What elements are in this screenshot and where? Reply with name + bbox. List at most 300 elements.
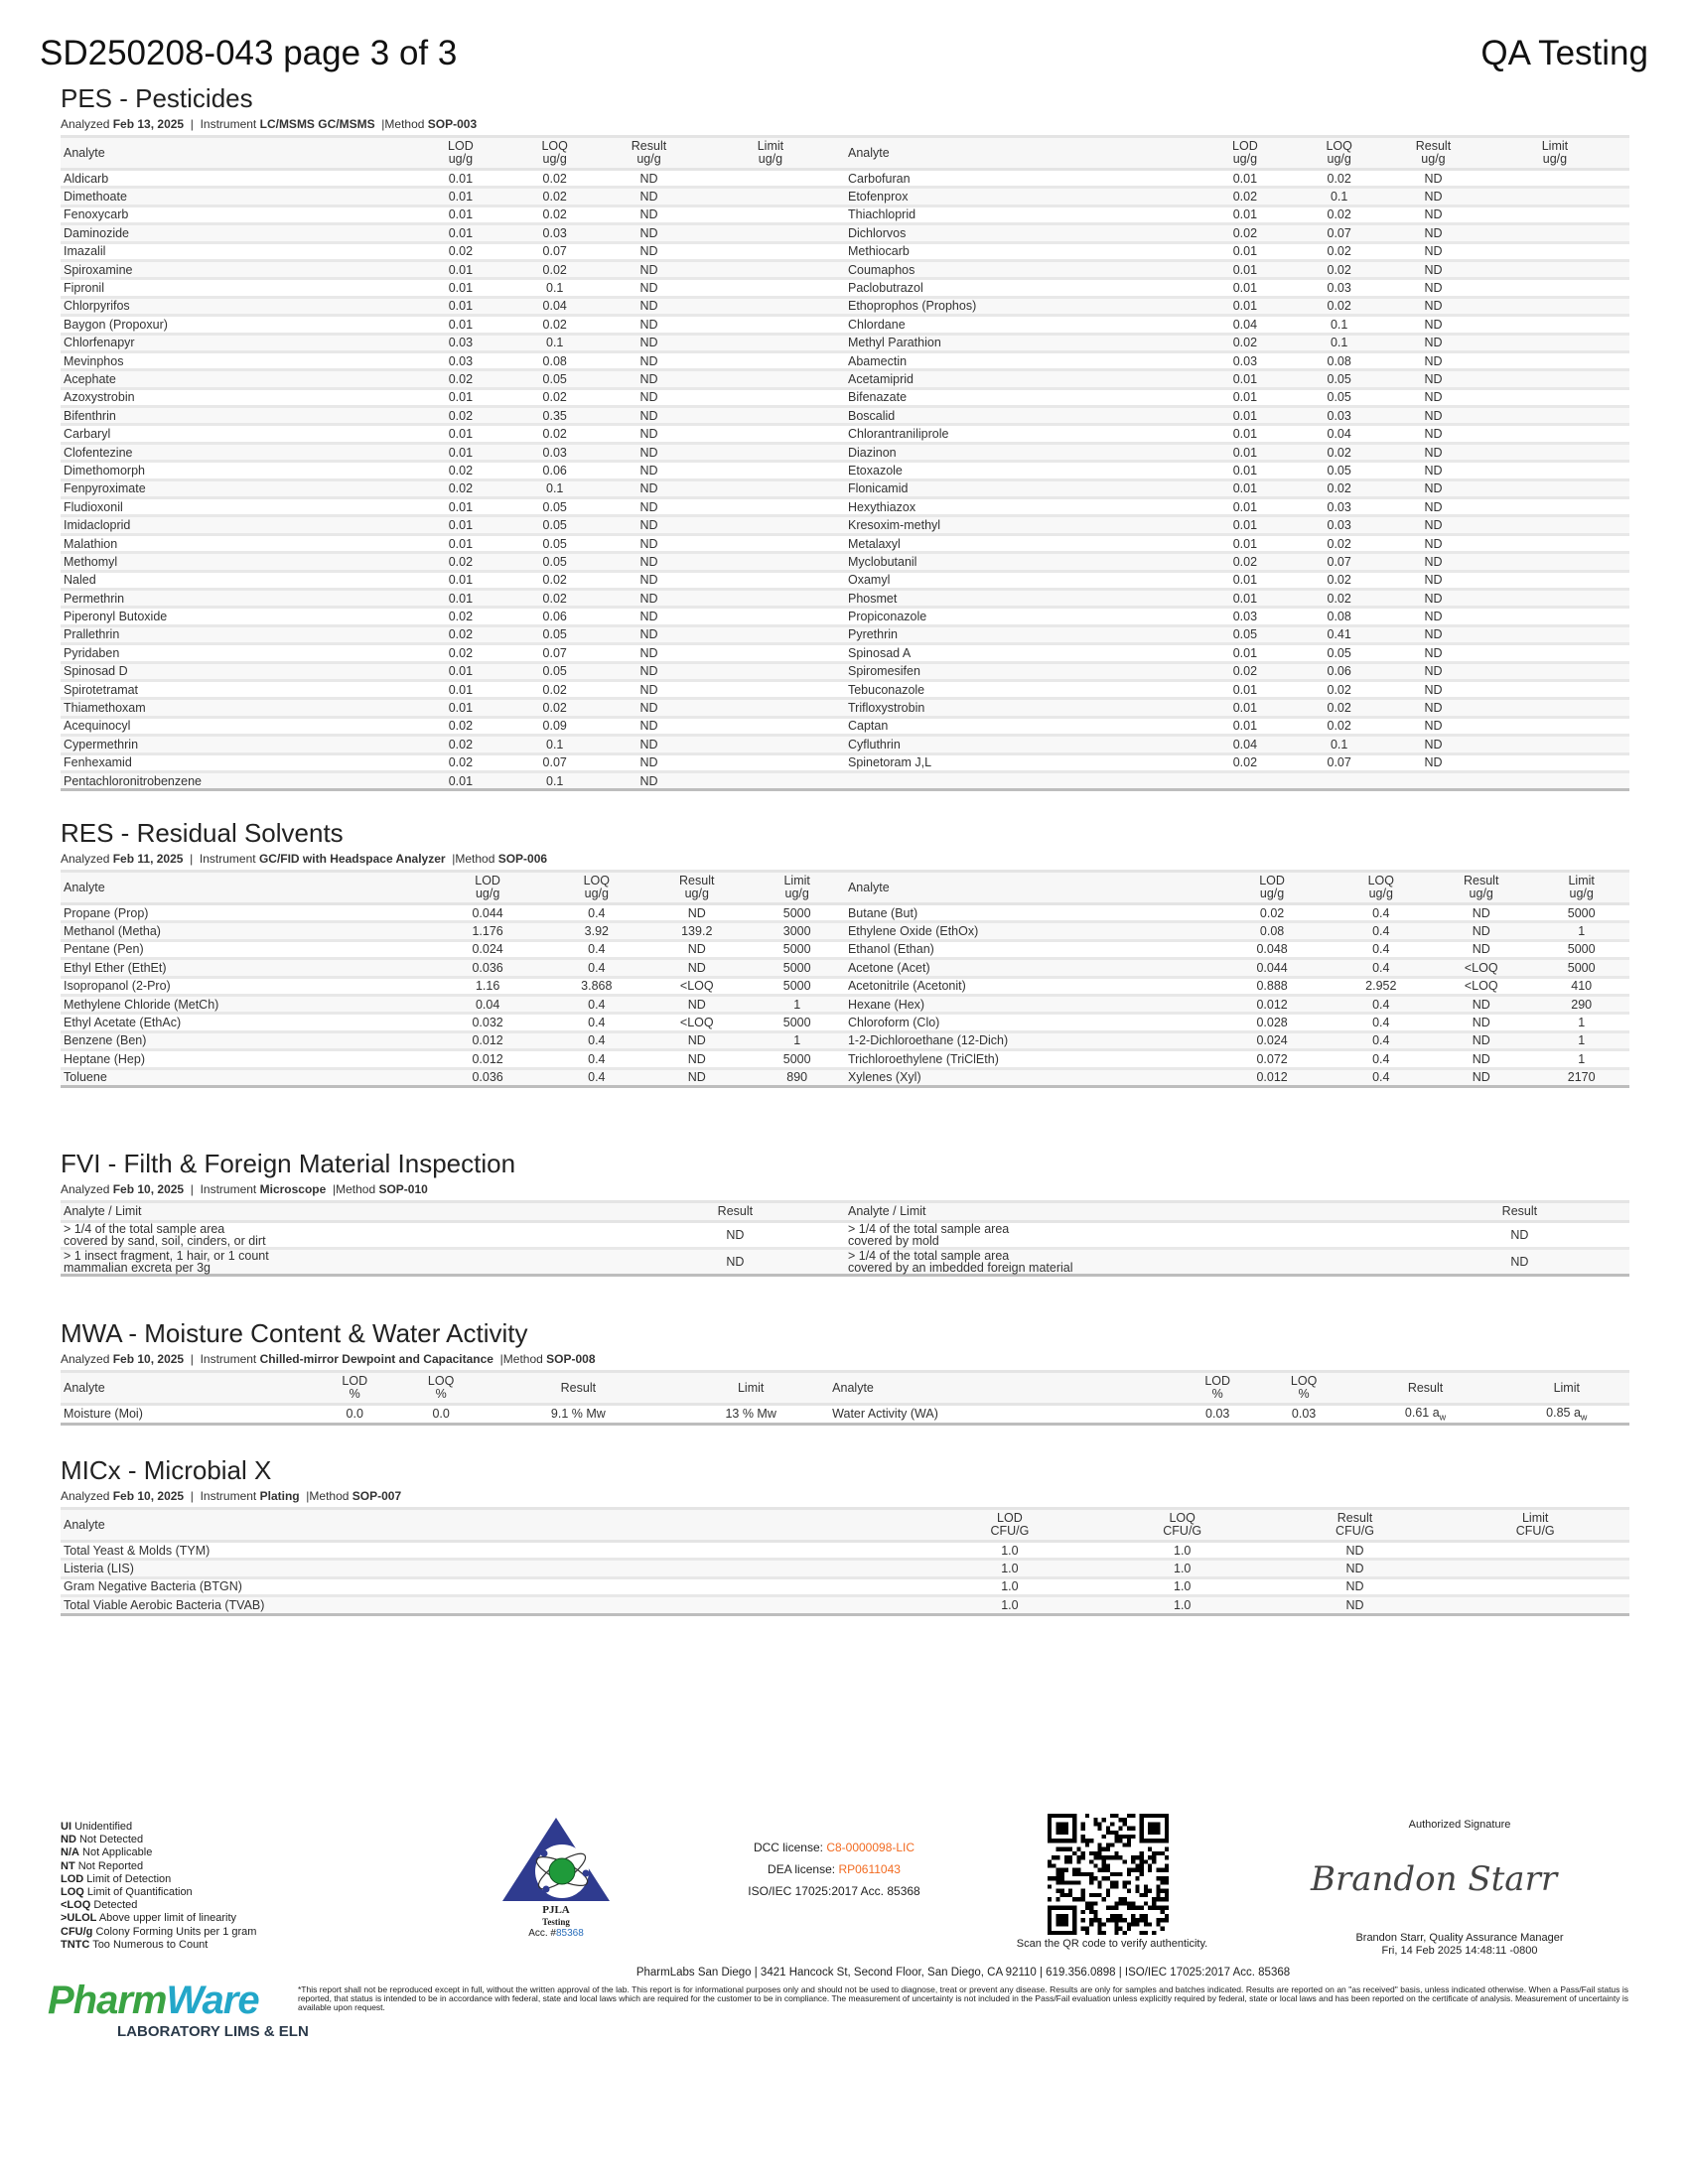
- lod-value: 0.02: [414, 717, 508, 735]
- lod-value: 0.012: [1211, 995, 1334, 1013]
- loq-value: 0.05: [1292, 370, 1386, 388]
- analyte-name: Spirotetramat: [61, 680, 414, 698]
- result-value: ND: [644, 1050, 749, 1068]
- limit-value: [696, 680, 845, 698]
- loq-value: 0.4: [1334, 959, 1430, 977]
- loq-value: 0.02: [1292, 680, 1386, 698]
- section-title: MICx - Microbial X: [61, 1455, 272, 1485]
- limit-value: [1480, 462, 1629, 479]
- result-value: ND: [1386, 753, 1480, 771]
- limit-value: 0.85 $a_w$: [1504, 1405, 1629, 1425]
- analyte-name: Flonicamid: [845, 479, 1198, 497]
- analyte-name: Daminozide: [61, 224, 414, 242]
- limit-value: [696, 753, 845, 771]
- loq-value: 0.4: [549, 904, 645, 922]
- result-value: ND: [1386, 625, 1480, 643]
- loq-value: [1292, 771, 1386, 789]
- analyzed-date: Feb 13, 2025: [112, 117, 185, 131]
- loq-value: 0.4: [1334, 940, 1430, 958]
- result-value: ND: [1386, 443, 1480, 461]
- lod-value: 0.01: [1197, 516, 1292, 534]
- result-value: ND: [1429, 1014, 1533, 1031]
- loq-value: 0.07: [1292, 224, 1386, 242]
- result-value: ND: [602, 260, 696, 278]
- pesticides-table: [61, 135, 1629, 791]
- loq-value: 0.07: [507, 242, 602, 260]
- result-value: ND: [1269, 1596, 1442, 1614]
- pharmware-wordmark: PharmWare: [48, 1979, 259, 2022]
- col-lod: LOD ug/g: [1197, 137, 1292, 170]
- limit-value: 5000: [1533, 904, 1629, 922]
- loq-value: 0.02: [507, 188, 602, 205]
- method-label: Method: [309, 1489, 350, 1503]
- lod-value: 0.01: [1197, 699, 1292, 717]
- lod-value: 0.01: [1197, 407, 1292, 425]
- lod-value: 0.04: [427, 995, 549, 1013]
- analyzed-label: Analyzed: [61, 1182, 110, 1196]
- table-row: [61, 462, 1629, 479]
- col-analyte: Analyte: [61, 137, 414, 170]
- limit-value: [1480, 370, 1629, 388]
- legend-item: CFU/g Colony Forming Units per 1 gram: [61, 1925, 257, 1938]
- loq-value: 0.4: [549, 940, 645, 958]
- table-row: [61, 388, 1629, 406]
- lod-value: 0.072: [1211, 1050, 1334, 1068]
- analyte-name: Thiamethoxam: [61, 699, 414, 717]
- analyte-name: Hexythiazox: [845, 498, 1198, 516]
- analyzed-date: Feb 10, 2025: [112, 1352, 185, 1366]
- lod-value: 0.02: [414, 479, 508, 497]
- result-value: ND: [602, 625, 696, 643]
- lod-value: 0.02: [414, 462, 508, 479]
- table-row: [61, 534, 1629, 552]
- limit-value: [696, 571, 845, 589]
- method-value: SOP-010: [378, 1182, 428, 1196]
- analyte-name: Chloroform (Clo): [845, 1014, 1211, 1031]
- limit-value: [1480, 351, 1629, 369]
- table-row: [61, 717, 1629, 735]
- lod-value: 0.036: [427, 959, 549, 977]
- loq-value: 0.02: [1292, 479, 1386, 497]
- result-value: ND: [1386, 316, 1480, 334]
- disclaimer: *This report shall not be reproduced except in full, without the written approval of the lab. This report is for informational purposes only and should not be used to diagnose, treat or prevent any disease. Results are only for samples and batches indicated. Results are reported on an "as received" basis, unless indicated otherwise. When a Pass/Fail status is reported, that status is intended to be in accordance with federal, state and local laws which are required for the customer to be in compliance. The measurement of uncertainty is not included in the Pass/Fail evaluation unless explicitly required by federal, state or local laws and has been reported on the certificate of analysis. Measurement of uncertainty is available upon request.: [298, 1984, 1628, 2012]
- lod-value: 0.01: [414, 498, 508, 516]
- lod-value: 0.01: [1197, 462, 1292, 479]
- limit-value: [696, 462, 845, 479]
- loq-value: 0.02: [1292, 571, 1386, 589]
- analyte-name: Heptane (Hep): [61, 1050, 427, 1068]
- result-value: ND: [1386, 297, 1480, 315]
- qr-code-icon[interactable]: [1048, 1814, 1169, 1935]
- lod-value: 0.888: [1211, 977, 1334, 995]
- analyte-name: Ethoprophos (Prophos): [845, 297, 1198, 315]
- lod-value: 0.01: [414, 388, 508, 406]
- col-result: Result ug/g: [602, 137, 696, 170]
- analyte-name: Etoxazole: [845, 462, 1198, 479]
- loq-value: 0.02: [507, 260, 602, 278]
- lod-value: 0.02: [1197, 553, 1292, 571]
- legend-item: ND Not Detected: [61, 1834, 144, 1846]
- lod-value: 0.03: [414, 334, 508, 351]
- instrument-label: Instrument: [200, 1182, 257, 1196]
- result-value: ND: [1386, 736, 1480, 753]
- analyte-name: Coumaphos: [845, 260, 1198, 278]
- loq-value: 0.07: [507, 753, 602, 771]
- report-type: QA Testing: [1480, 34, 1648, 72]
- analyte-name: Spinosad D: [61, 662, 414, 680]
- lod-value: 0.03: [1197, 608, 1292, 625]
- analyzed-date: Feb 10, 2025: [112, 1182, 185, 1196]
- lod-value: 0.05: [1197, 625, 1292, 643]
- limit-value: 5000: [749, 977, 845, 995]
- limit-value: [1480, 589, 1629, 607]
- limit-value: [696, 553, 845, 571]
- lod-value: 1.176: [427, 922, 549, 940]
- loq-value: 0.06: [507, 608, 602, 625]
- col-result: Result: [1410, 1202, 1629, 1222]
- result-value: ND: [1386, 407, 1480, 425]
- loq-value: 0.02: [1292, 242, 1386, 260]
- legend-item: >ULOL Above upper limit of linearity: [61, 1912, 237, 1925]
- limit-value: 290: [1533, 995, 1629, 1013]
- analyte-limit: > 1/4 of the total sample area covered by sand, soil, cinders, or dirt: [61, 1222, 626, 1249]
- table-row: [61, 553, 1629, 571]
- limit-value: 2170: [1533, 1068, 1629, 1086]
- limit-value: [1480, 699, 1629, 717]
- col-loq: LOQ ug/g: [1334, 872, 1430, 904]
- instrument-value: Chilled-mirror Dewpoint and Capacitance: [259, 1352, 493, 1366]
- analyte-name: Paclobutrazol: [845, 279, 1198, 297]
- table-row: [61, 1405, 1629, 1425]
- lod-value: 0.01: [414, 260, 508, 278]
- result-value: ND: [1386, 553, 1480, 571]
- col-result: Result CFU/G: [1269, 1509, 1442, 1542]
- limit-value: 1: [749, 995, 845, 1013]
- result-value: ND: [602, 662, 696, 680]
- analyte-name: Permethrin: [61, 589, 414, 607]
- analyte-name: Thiachloprid: [845, 205, 1198, 223]
- analyte-name: Ethanol (Ethan): [845, 940, 1211, 958]
- loq-value: 0.02: [507, 571, 602, 589]
- analyte-name: Isopropanol (2-Pro): [61, 977, 427, 995]
- loq-value: 0.4: [549, 959, 645, 977]
- lod-value: [1197, 771, 1292, 789]
- loq-value: 0.04: [1292, 425, 1386, 443]
- result-value: ND: [1386, 370, 1480, 388]
- lod-value: 0.01: [414, 297, 508, 315]
- lod-value: 0.08: [1211, 922, 1334, 940]
- limit-value: [1480, 771, 1629, 789]
- instrument-label: Instrument: [199, 852, 256, 866]
- result-value: ND: [1269, 1577, 1442, 1595]
- col-limit: Limit CFU/G: [1441, 1509, 1629, 1542]
- signature-label: Authorized Signature: [1408, 1819, 1511, 1831]
- pjla-label: [496, 1904, 616, 1940]
- residual-solvents-table: [61, 870, 1629, 1088]
- analyte-name: Imazalil: [61, 242, 414, 260]
- lod-value: 1.0: [923, 1542, 1096, 1560]
- signature-icon: [1301, 1848, 1618, 1908]
- analyte-name: Pentachloronitrobenzene: [61, 771, 414, 789]
- result-value: ND: [1386, 589, 1480, 607]
- section-title: RES - Residual Solvents: [61, 818, 344, 848]
- lod-value: 0.01: [1197, 170, 1292, 188]
- analyte-name: Kresoxim-methyl: [845, 516, 1198, 534]
- lod-value: 0.0: [312, 1405, 398, 1425]
- analyte-name: Metalaxyl: [845, 534, 1198, 552]
- limit-value: [696, 443, 845, 461]
- loq-value: 0.02: [1292, 443, 1386, 461]
- result-value: ND: [1269, 1560, 1442, 1577]
- analyte-name: Listeria (LIS): [61, 1560, 923, 1577]
- loq-value: 0.05: [507, 534, 602, 552]
- loq-value: 1.0: [1096, 1577, 1269, 1595]
- lod-value: 0.02: [414, 242, 508, 260]
- limit-value: [1480, 625, 1629, 643]
- loq-value: 0.4: [1334, 904, 1430, 922]
- limit-value: [696, 479, 845, 497]
- result-value: ND: [1386, 498, 1480, 516]
- analyte-name: Abamectin: [845, 351, 1198, 369]
- lod-value: 0.01: [1197, 279, 1292, 297]
- legend-item: TNTC Too Numerous to Count: [61, 1938, 209, 1951]
- loq-value: 0.4: [549, 1068, 645, 1086]
- result-value: ND: [602, 589, 696, 607]
- lod-value: 0.01: [414, 534, 508, 552]
- analyte-name: Etofenprox: [845, 188, 1198, 205]
- section-meta: Analyzed Feb 13, 2025 | Instrument LC/MSMS GC/MSMS |Method SOP-003: [61, 117, 478, 131]
- lod-value: 0.048: [1211, 940, 1334, 958]
- limit-value: [1480, 224, 1629, 242]
- lod-value: 0.012: [427, 1031, 549, 1049]
- result-value: ND: [1386, 279, 1480, 297]
- analyte-name: Captan: [845, 717, 1198, 735]
- report-title: SD250208-043 page 3 of 3: [40, 34, 458, 72]
- lod-value: 0.01: [1197, 644, 1292, 662]
- lod-value: 0.01: [414, 188, 508, 205]
- analyte-name: Azoxystrobin: [61, 388, 414, 406]
- limit-value: [696, 498, 845, 516]
- col-result: Result: [626, 1202, 845, 1222]
- col-lod: LOD %: [312, 1372, 398, 1405]
- table-row: [61, 904, 1629, 922]
- loq-value: 0.02: [507, 680, 602, 698]
- analyte-name: Fenhexamid: [61, 753, 414, 771]
- limit-value: [696, 516, 845, 534]
- result-value: ND: [602, 534, 696, 552]
- table-row: [61, 425, 1629, 443]
- table-row: [61, 662, 1629, 680]
- analyte-name: Xylenes (Xyl): [845, 1068, 1211, 1086]
- analyte-name: Aldicarb: [61, 170, 414, 188]
- analyte-name: Methomyl: [61, 553, 414, 571]
- loq-value: 0.02: [507, 589, 602, 607]
- loq-value: 0.03: [507, 224, 602, 242]
- lod-value: 0.01: [414, 771, 508, 789]
- microbial-section: [61, 1453, 1629, 1616]
- result-value: ND: [602, 351, 696, 369]
- result-value: ND: [1386, 170, 1480, 188]
- table-row: [61, 940, 1629, 958]
- loq-value: 0.4: [1334, 1068, 1430, 1086]
- result-value: ND: [1386, 188, 1480, 205]
- analyte-name: Methylene Chloride (MetCh): [61, 995, 427, 1013]
- col-analyte-limit: Analyte / Limit: [845, 1202, 1410, 1222]
- table-row: [61, 1596, 1629, 1614]
- limit-value: [696, 407, 845, 425]
- lod-value: 0.02: [1211, 904, 1334, 922]
- loq-value: 0.4: [1334, 1050, 1430, 1068]
- lod-value: 0.044: [427, 904, 549, 922]
- limit-value: [1480, 753, 1629, 771]
- lod-value: 0.03: [1175, 1405, 1261, 1425]
- limit-value: [1441, 1577, 1629, 1595]
- analyte-name: Tebuconazole: [845, 680, 1198, 698]
- lod-value: 0.02: [1197, 334, 1292, 351]
- loq-value: 0.4: [1334, 1014, 1430, 1031]
- table-row: [61, 297, 1629, 315]
- col-loq: LOQ CFU/G: [1096, 1509, 1269, 1542]
- limit-value: [1480, 297, 1629, 315]
- col-result: Result ug/g: [1429, 872, 1533, 904]
- result-value: ND: [602, 188, 696, 205]
- analyte-name: Methanol (Metha): [61, 922, 427, 940]
- result-value: ND: [1429, 1068, 1533, 1086]
- table-row: [61, 680, 1629, 698]
- page-header: [40, 34, 1648, 77]
- instrument-value: GC/FID with Headspace Analyzer: [258, 852, 446, 866]
- result-value: ND: [1429, 995, 1533, 1013]
- table-row: [61, 334, 1629, 351]
- table-row: [61, 1560, 1629, 1577]
- analyte-name: Ethyl Acetate (EthAc): [61, 1014, 427, 1031]
- loq-value: 2.952: [1334, 977, 1430, 995]
- limit-value: [696, 188, 845, 205]
- limit-value: [696, 297, 845, 315]
- analyte-name: Acetone (Acet): [845, 959, 1211, 977]
- limit-value: 5000: [749, 1050, 845, 1068]
- analyzed-label: Analyzed: [61, 1489, 110, 1503]
- table-row: [61, 516, 1629, 534]
- col-analyte: Analyte: [61, 1372, 312, 1405]
- result-value: ND: [1386, 699, 1480, 717]
- pharmware-tagline: LABORATORY LIMS & ELN: [117, 2023, 309, 2040]
- analyte-name: [845, 771, 1198, 789]
- lod-value: 0.01: [414, 571, 508, 589]
- result-value: ND: [602, 205, 696, 223]
- analyte-name: Chlorfenapyr: [61, 334, 414, 351]
- limit-value: [696, 351, 845, 369]
- loq-value: 0.03: [1292, 279, 1386, 297]
- analyte-name: Methyl Parathion: [845, 334, 1198, 351]
- analyte-name: Myclobutanil: [845, 553, 1198, 571]
- analyte-name: Phosmet: [845, 589, 1198, 607]
- analyte-name: Trifloxystrobin: [845, 699, 1198, 717]
- table-row: [61, 1068, 1629, 1086]
- col-result: Result: [485, 1372, 673, 1405]
- lod-value: 0.024: [1211, 1031, 1334, 1049]
- table-row: [61, 571, 1629, 589]
- col-loq: LOQ ug/g: [507, 137, 602, 170]
- lod-value: 0.012: [1211, 1068, 1334, 1086]
- result-value: [1386, 771, 1480, 789]
- analyte-name: Acetamiprid: [845, 370, 1198, 388]
- loq-value: 0.4: [1334, 922, 1430, 940]
- analyte-name: Propiconazole: [845, 608, 1198, 625]
- section-meta: Analyzed Feb 10, 2025 | Instrument Plating |Method SOP-007: [61, 1489, 402, 1503]
- table-row: [61, 188, 1629, 205]
- limit-value: [1480, 717, 1629, 735]
- limit-value: [1480, 534, 1629, 552]
- table-row: [61, 625, 1629, 643]
- result-value: ND: [1386, 425, 1480, 443]
- table-row: [61, 224, 1629, 242]
- lod-value: 0.01: [414, 516, 508, 534]
- col-result: Result: [1347, 1372, 1504, 1405]
- limit-value: [696, 334, 845, 351]
- result-value: ND: [602, 479, 696, 497]
- analyte-name: Acetonitrile (Acetonit): [845, 977, 1211, 995]
- col-lod: LOD ug/g: [414, 137, 508, 170]
- loq-value: 0.05: [1292, 644, 1386, 662]
- legend-item: LOD Limit of Detection: [61, 1872, 172, 1885]
- col-limit: Limit ug/g: [749, 872, 845, 904]
- dcc-license: DCC license: C8-0000098-LIC: [753, 1841, 915, 1854]
- limit-value: [696, 717, 845, 735]
- lod-value: 0.01: [1197, 589, 1292, 607]
- limit-value: [1480, 608, 1629, 625]
- analyte-name: Ethyl Ether (EthEt): [61, 959, 427, 977]
- analyte-name: Total Yeast & Molds (TYM): [61, 1542, 923, 1560]
- table-row: [61, 1222, 1629, 1249]
- limit-value: [1480, 443, 1629, 461]
- result-value: ND: [602, 297, 696, 315]
- result-value: 0.61 $a_w$: [1347, 1405, 1504, 1425]
- section-meta: Analyzed Feb 10, 2025 | Instrument Chilled-mirror Dewpoint and Capacitance |Method SOP-008: [61, 1352, 596, 1366]
- section-meta: Analyzed Feb 11, 2025 | Instrument GC/FID with Headspace Analyzer |Method SOP-006: [61, 852, 548, 866]
- loq-value: 0.4: [549, 995, 645, 1013]
- result-value: <LOQ: [1429, 959, 1533, 977]
- limit-value: [696, 662, 845, 680]
- table-row: [61, 1249, 1629, 1276]
- lod-value: 0.012: [427, 1050, 549, 1068]
- method-value: SOP-007: [352, 1489, 402, 1503]
- table-row: [61, 1014, 1629, 1031]
- loq-value: 0.05: [507, 662, 602, 680]
- result-value: ND: [1386, 205, 1480, 223]
- loq-value: 0.1: [507, 479, 602, 497]
- limit-value: [1480, 242, 1629, 260]
- table-row: [61, 351, 1629, 369]
- result-value: <LOQ: [644, 1014, 749, 1031]
- lod-value: 0.02: [414, 644, 508, 662]
- col-lod: LOD ug/g: [1211, 872, 1334, 904]
- result-value: ND: [1386, 388, 1480, 406]
- limit-value: 5000: [1533, 959, 1629, 977]
- method-value: SOP-003: [427, 117, 478, 131]
- loq-value: 0.05: [507, 370, 602, 388]
- col-lod: LOD ug/g: [427, 872, 549, 904]
- lod-value: 0.04: [1197, 736, 1292, 753]
- result-value: 9.1 % Mw: [485, 1405, 673, 1425]
- analyte-name: Hexane (Hex): [845, 995, 1211, 1013]
- residual-solvents-section: [61, 816, 1629, 1088]
- analyte-name: Gram Negative Bacteria (BTGN): [61, 1577, 923, 1595]
- loq-value: 0.02: [1292, 170, 1386, 188]
- loq-value: 0.03: [1261, 1405, 1347, 1425]
- limit-value: [1480, 479, 1629, 497]
- loq-value: 0.07: [1292, 553, 1386, 571]
